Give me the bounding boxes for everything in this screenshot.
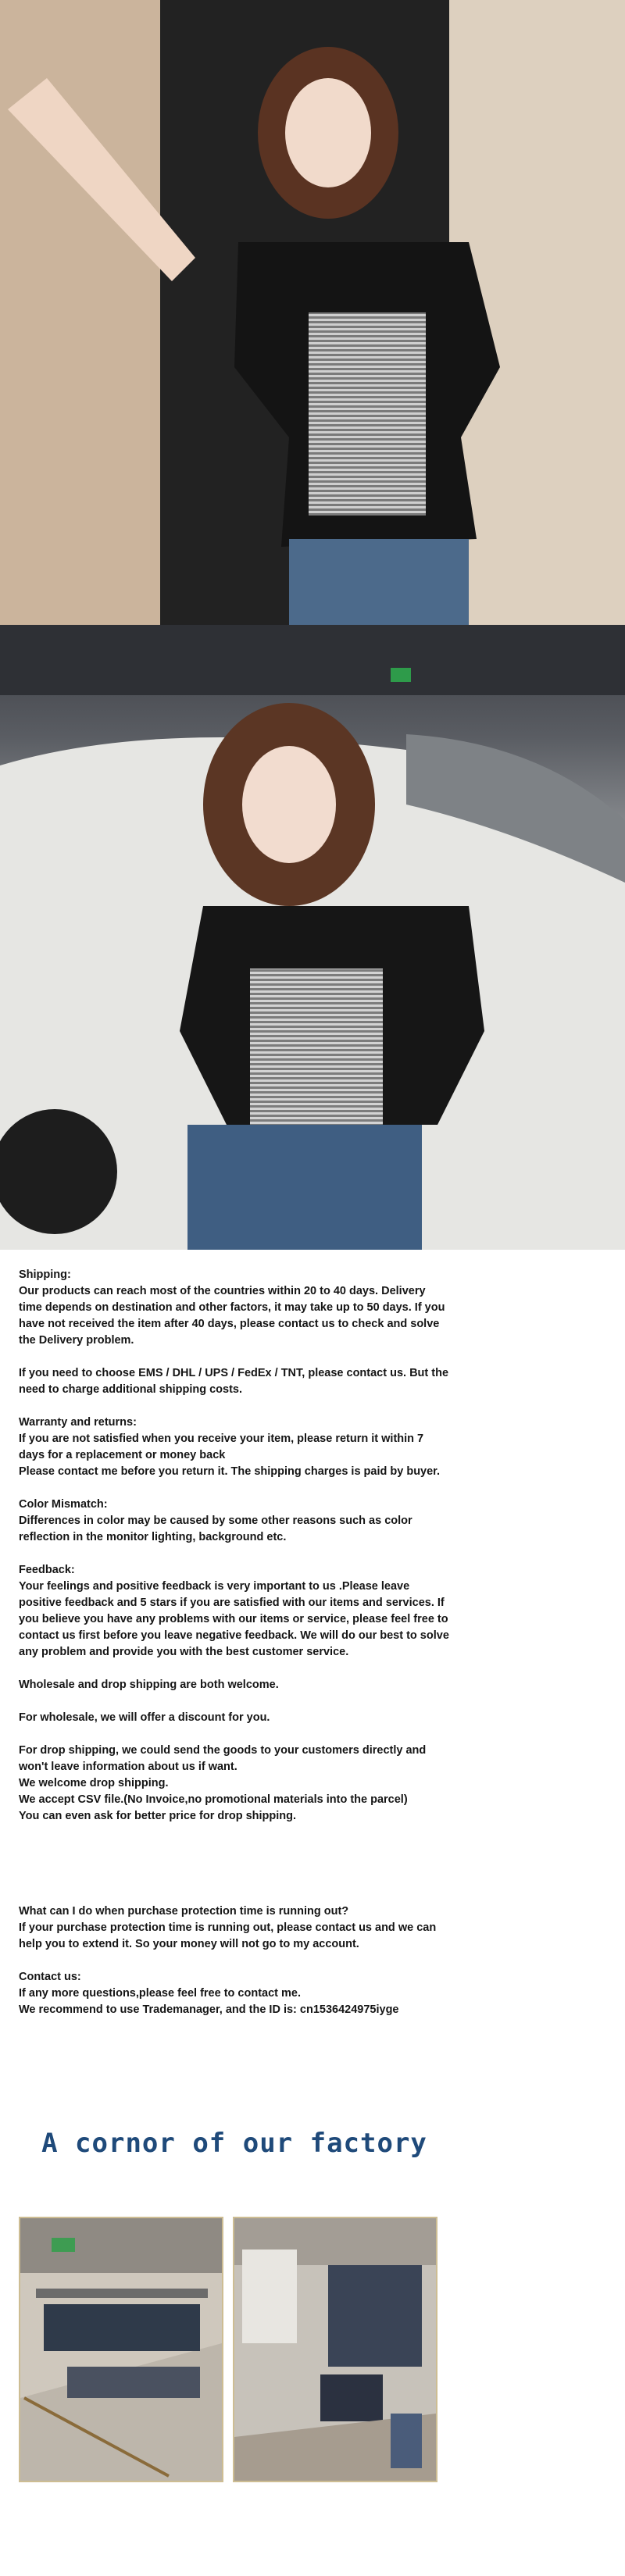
policy-text: We welcome drop shipping.: [19, 1777, 169, 1789]
policy-text: Please contact me before you return it. The shipping charges is paid by buyer.: [19, 1465, 441, 1478]
policy-text: Your feelings and positive feedback is very important to us .Please leave positive feedback and 5 stars if you are satisfied with our items and services. If you believe you have any problems with our items or service, please feel free to contact us first before you leave negative feedback. We will do our best to solve any problem and provide you with the best customer service.: [19, 1580, 452, 1658]
model-photo-wall: [0, 0, 625, 625]
model-wall-illustration: [0, 0, 625, 625]
store-policy: [19, 1267, 450, 1841]
policy-text: Differences in color may be caused by some other reasons such as color reflection in the monitor lighting, background etc.: [19, 1515, 416, 1543]
factory-section-title: A cornor of our factory: [41, 2128, 427, 2159]
policy-text: If you need to choose EMS / DHL / UPS / FedEx / TNT, please contact us. But the need to charge additional shipping costs.: [19, 1367, 452, 1396]
contact-line-2: We recommend to use Trademanager, and the ID is: cn1536424975iyge: [19, 2003, 399, 2016]
protection-question: What can I do when purchase protection time is running out?: [19, 1905, 349, 1918]
policy-section-title: Feedback:: [19, 1564, 75, 1576]
policy-section-title: Shipping:: [19, 1268, 71, 1281]
model-car-illustration: [0, 625, 625, 1250]
policy-text: For wholesale, we will offer a discount for you.: [19, 1711, 270, 1724]
warehouse-illustration: [20, 2218, 222, 2481]
workshop-illustration: [234, 2218, 436, 2481]
protection-answer: If your purchase protection time is running out, please contact us and we can help you to extend it. So your money will not go to my account.: [19, 1921, 440, 1950]
policy-text: If you are not satisfied when you receive your item, please return it within 7 days for a replacement or money back: [19, 1432, 427, 1461]
policy-text: For drop shipping, we could send the goods to your customers directly and won't leave information about us if want.: [19, 1744, 430, 1773]
contact-title: Contact us:: [19, 1971, 81, 1983]
protection-and-contact: [19, 1903, 450, 2018]
factory-photo-workshop: [233, 2217, 438, 2482]
policy-text: Our products can reach most of the countries within 20 to 40 days. Delivery time depends on destination and other factors, it may take up to 50 days. If you have not received the item after 40 days, please contact us to check and solve the Delivery problem.: [19, 1285, 448, 1347]
policy-text: Wholesale and drop shipping are both welcome.: [19, 1679, 279, 1691]
policy-text: You can even ask for better price for drop shipping.: [19, 1810, 297, 1822]
policy-text: We accept CSV file.(No Invoice,no promotional materials into the parcel): [19, 1793, 408, 1806]
policy-section-title: Warranty and returns:: [19, 1416, 137, 1429]
factory-photo-warehouse: [19, 2217, 223, 2482]
policy-section-title: Color Mismatch:: [19, 1498, 108, 1511]
model-photo-car: [0, 625, 625, 1250]
contact-line-1: If any more questions,please feel free to contact me.: [19, 1987, 301, 2000]
